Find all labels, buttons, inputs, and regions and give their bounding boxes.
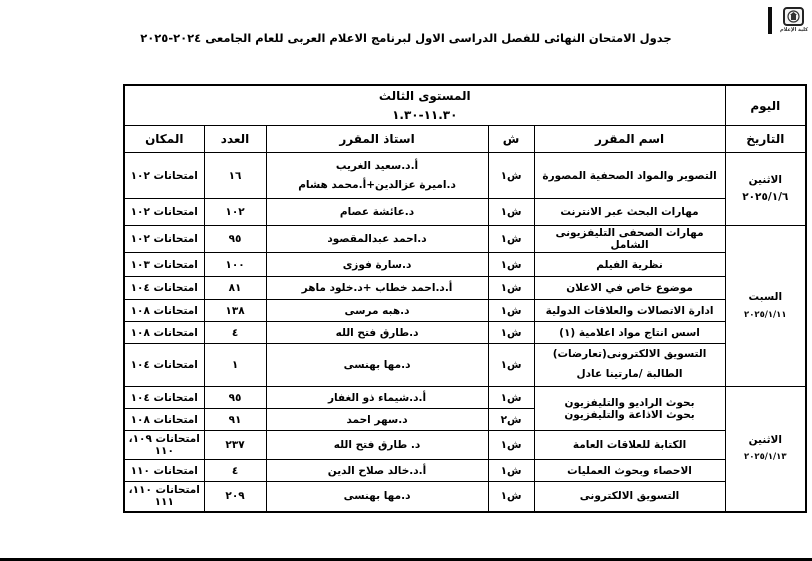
- table-row: [124, 431, 806, 460]
- cell-place: امتحانات ١٠٢: [124, 199, 204, 226]
- cell-professor: [266, 153, 488, 199]
- course-line: بحوث الاذاعة والتليفزيون: [564, 408, 695, 421]
- cell-professor: د.مها بهنسى: [266, 482, 488, 512]
- table-row: [124, 344, 806, 387]
- cell-course: ادارة الاتصالات والعلاقات الدولية: [534, 300, 725, 322]
- cell-count: ٤: [204, 322, 266, 344]
- cell-section: ش١: [488, 482, 534, 512]
- cell-professor: د.هبه مرسى: [266, 300, 488, 322]
- cell-professor: د.مها بهنسى: [266, 344, 488, 387]
- col-header-section: ش: [488, 126, 534, 153]
- cell-place: امتحانات ١٠٤: [124, 387, 204, 409]
- cell-section: ش١: [488, 387, 534, 409]
- page-title: جدول الامتحان النهائى للفصل الدراسى الاول لبرنامج الاعلام العربى للعام الجامعى ٢٠٢٤-٢٠٢٥: [140, 31, 672, 45]
- cell-professor: د.عائشة عصام: [266, 199, 488, 226]
- faculty-emblem-icon: [783, 7, 804, 26]
- level-header-cell: [124, 85, 725, 126]
- cell-count: ١٦: [204, 153, 266, 199]
- professor-line: د.اميرة عزالدين+أ.محمد هشام: [298, 178, 456, 191]
- cell-section: ش١: [488, 460, 534, 482]
- cell-place: امتحانات ١٠٤: [124, 344, 204, 387]
- cell-professor: د.احمد عبدالمقصود: [266, 226, 488, 253]
- cell-day-date-group2: [725, 226, 806, 387]
- cell-course: مهارات البحث عبر الانترنت: [534, 199, 725, 226]
- cell-course: التصوير والمواد الصحفية المصورة: [534, 153, 725, 199]
- course-line: الطالبة /مارتينا عادل: [576, 368, 683, 381]
- level-title: المستوى الثالث: [378, 89, 471, 103]
- date-label: ٢٠٢٥/١/٦: [742, 190, 789, 203]
- cell-count: ٤: [204, 460, 266, 482]
- cell-section: ش١: [488, 344, 534, 387]
- cell-place: امتحانات ١٠٤: [124, 277, 204, 300]
- col-header-course: اسم المقرر: [534, 126, 725, 153]
- cell-place: امتحانات ١٠٨: [124, 300, 204, 322]
- cairo-university-centennial-logo: [768, 7, 772, 34]
- course-line: التسويق الالكترونى(تعارضات): [552, 348, 707, 361]
- centennial-bridge-icon: [770, 9, 772, 32]
- table-row: [124, 277, 806, 300]
- cell-place: امتحانات ١٠٣: [124, 253, 204, 277]
- cell-count: ٢٣٧: [204, 431, 266, 460]
- table-row: [124, 199, 806, 226]
- cell-course: [534, 344, 725, 387]
- cell-place: امتحانات ١٠٢: [124, 153, 204, 199]
- header-row-columns: [124, 126, 806, 153]
- cell-section: ش٢: [488, 409, 534, 431]
- cell-count: ١٠٠: [204, 253, 266, 277]
- cell-place: امتحانات ١٠٨: [124, 322, 204, 344]
- cell-count: ٨١: [204, 277, 266, 300]
- table-row: [124, 226, 806, 253]
- date-label: ٢٠٢٥/١/١١: [744, 309, 787, 320]
- cell-course: مهارات الصحفى التليفزيونى الشامل: [534, 226, 725, 253]
- exam-schedule-table: [123, 84, 807, 513]
- cell-section: ش١: [488, 322, 534, 344]
- cell-course: الاحصاء وبحوث العمليات: [534, 460, 725, 482]
- cell-place: امتحانات ١٠٨: [124, 409, 204, 431]
- cell-place: امتحانات ١١٠: [124, 460, 204, 482]
- col-header-professor: استاذ المقرر: [266, 126, 488, 153]
- faculty-logo-caption: كلية الإعلام: [780, 27, 809, 33]
- day-label: الاثنين: [748, 433, 782, 446]
- cell-section: ش١: [488, 226, 534, 253]
- cell-section: ش١: [488, 199, 534, 226]
- table-row: [124, 387, 806, 409]
- cell-professor: أ.د.خالد صلاح الدين: [266, 460, 488, 482]
- cell-count: ١٠٢: [204, 199, 266, 226]
- cell-course: الكتابة للعلاقات العامة: [534, 431, 725, 460]
- cell-section: ش١: [488, 300, 534, 322]
- course-line: بحوث الراديو والتليفزيون: [564, 396, 695, 409]
- cell-professor: د.سارة فوزى: [266, 253, 488, 277]
- table-row: [124, 253, 806, 277]
- cell-count: ٩٥: [204, 387, 266, 409]
- col-header-place: المكان: [124, 126, 204, 153]
- cell-day-date-group1: [725, 153, 806, 226]
- professor-line: أ.د.سعيد الغريب: [335, 159, 419, 172]
- cell-professor: أ.د.احمد خطاب +د.خلود ماهر: [266, 277, 488, 300]
- cell-section: ش١: [488, 153, 534, 199]
- cell-count: ٩٥: [204, 226, 266, 253]
- header-logos: [768, 7, 809, 34]
- cell-course: نظرية الفيلم: [534, 253, 725, 277]
- exam-time-range: ١١.٣٠-١.٣٠: [392, 107, 458, 122]
- cell-day-date-group3: [725, 387, 806, 512]
- table-row: [124, 482, 806, 512]
- table-row: [124, 460, 806, 482]
- cell-professor: د.طارق فتح الله: [266, 322, 488, 344]
- header-row-level: [124, 85, 806, 126]
- table-row: [124, 300, 806, 322]
- col-header-count: العدد: [204, 126, 266, 153]
- cell-course: موضوع خاص في الاعلان: [534, 277, 725, 300]
- cell-count: ١: [204, 344, 266, 387]
- cell-place: امتحانات ١١٠، ١١١: [124, 482, 204, 512]
- col-header-day: اليوم: [725, 85, 806, 126]
- table-row: [124, 153, 806, 199]
- table-row: [124, 322, 806, 344]
- cell-course: التسويق الالكترونى: [534, 482, 725, 512]
- day-label: الاثنين: [748, 174, 782, 187]
- col-header-date: التاريخ: [725, 126, 806, 153]
- faculty-of-media-logo: [780, 7, 809, 34]
- cell-professor: د. طارق فتح الله: [266, 431, 488, 460]
- cell-course-merged: [534, 387, 725, 431]
- cell-count: ٢٠٩: [204, 482, 266, 512]
- cell-section: ش١: [488, 431, 534, 460]
- cell-place: امتحانات ١٠٩، ١١٠: [124, 431, 204, 460]
- cell-professor: أ.د.شيماء ذو الغفار: [266, 387, 488, 409]
- cell-course: اسس انتاج مواد اعلامية (١): [534, 322, 725, 344]
- cell-section: ش١: [488, 277, 534, 300]
- cell-count: ١٣٨: [204, 300, 266, 322]
- day-label: السبت: [748, 291, 783, 304]
- date-label: ٢٠٢٥/١/١٣: [744, 452, 787, 463]
- cell-count: ٩١: [204, 409, 266, 431]
- cell-section: ش١: [488, 253, 534, 277]
- cell-professor: د.سهر احمد: [266, 409, 488, 431]
- cell-place: امتحانات ١٠٢: [124, 226, 204, 253]
